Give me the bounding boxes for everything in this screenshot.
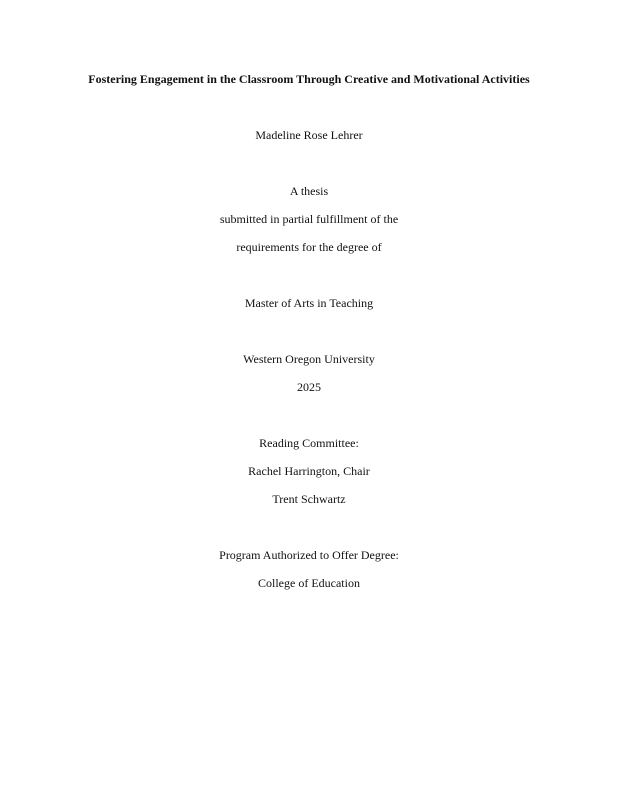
thesis-title: Fostering Engagement in the Classroom Through Creative and Motivational Activities [88, 72, 530, 86]
program-name: College of Education [258, 576, 360, 590]
thesis-statement-line-2: submitted in partial fulfillment of the [219, 212, 399, 226]
institution-name: Western Oregon University [243, 352, 375, 366]
committee-heading: Reading Committee: [259, 436, 359, 450]
degree-name: Master of Arts in Teaching [244, 296, 374, 310]
program-heading: Program Authorized to Offer Degree: [219, 548, 399, 562]
thesis-statement-line-1: A thesis [289, 184, 329, 198]
committee-member-chair: Rachel Harrington, Chair [248, 464, 370, 478]
committee-member: Trent Schwartz [272, 492, 346, 506]
thesis-year: 2025 [297, 380, 321, 394]
thesis-statement-line-3: requirements for the degree of [236, 240, 382, 254]
author-name: Madeline Rose Lehrer [255, 128, 363, 142]
